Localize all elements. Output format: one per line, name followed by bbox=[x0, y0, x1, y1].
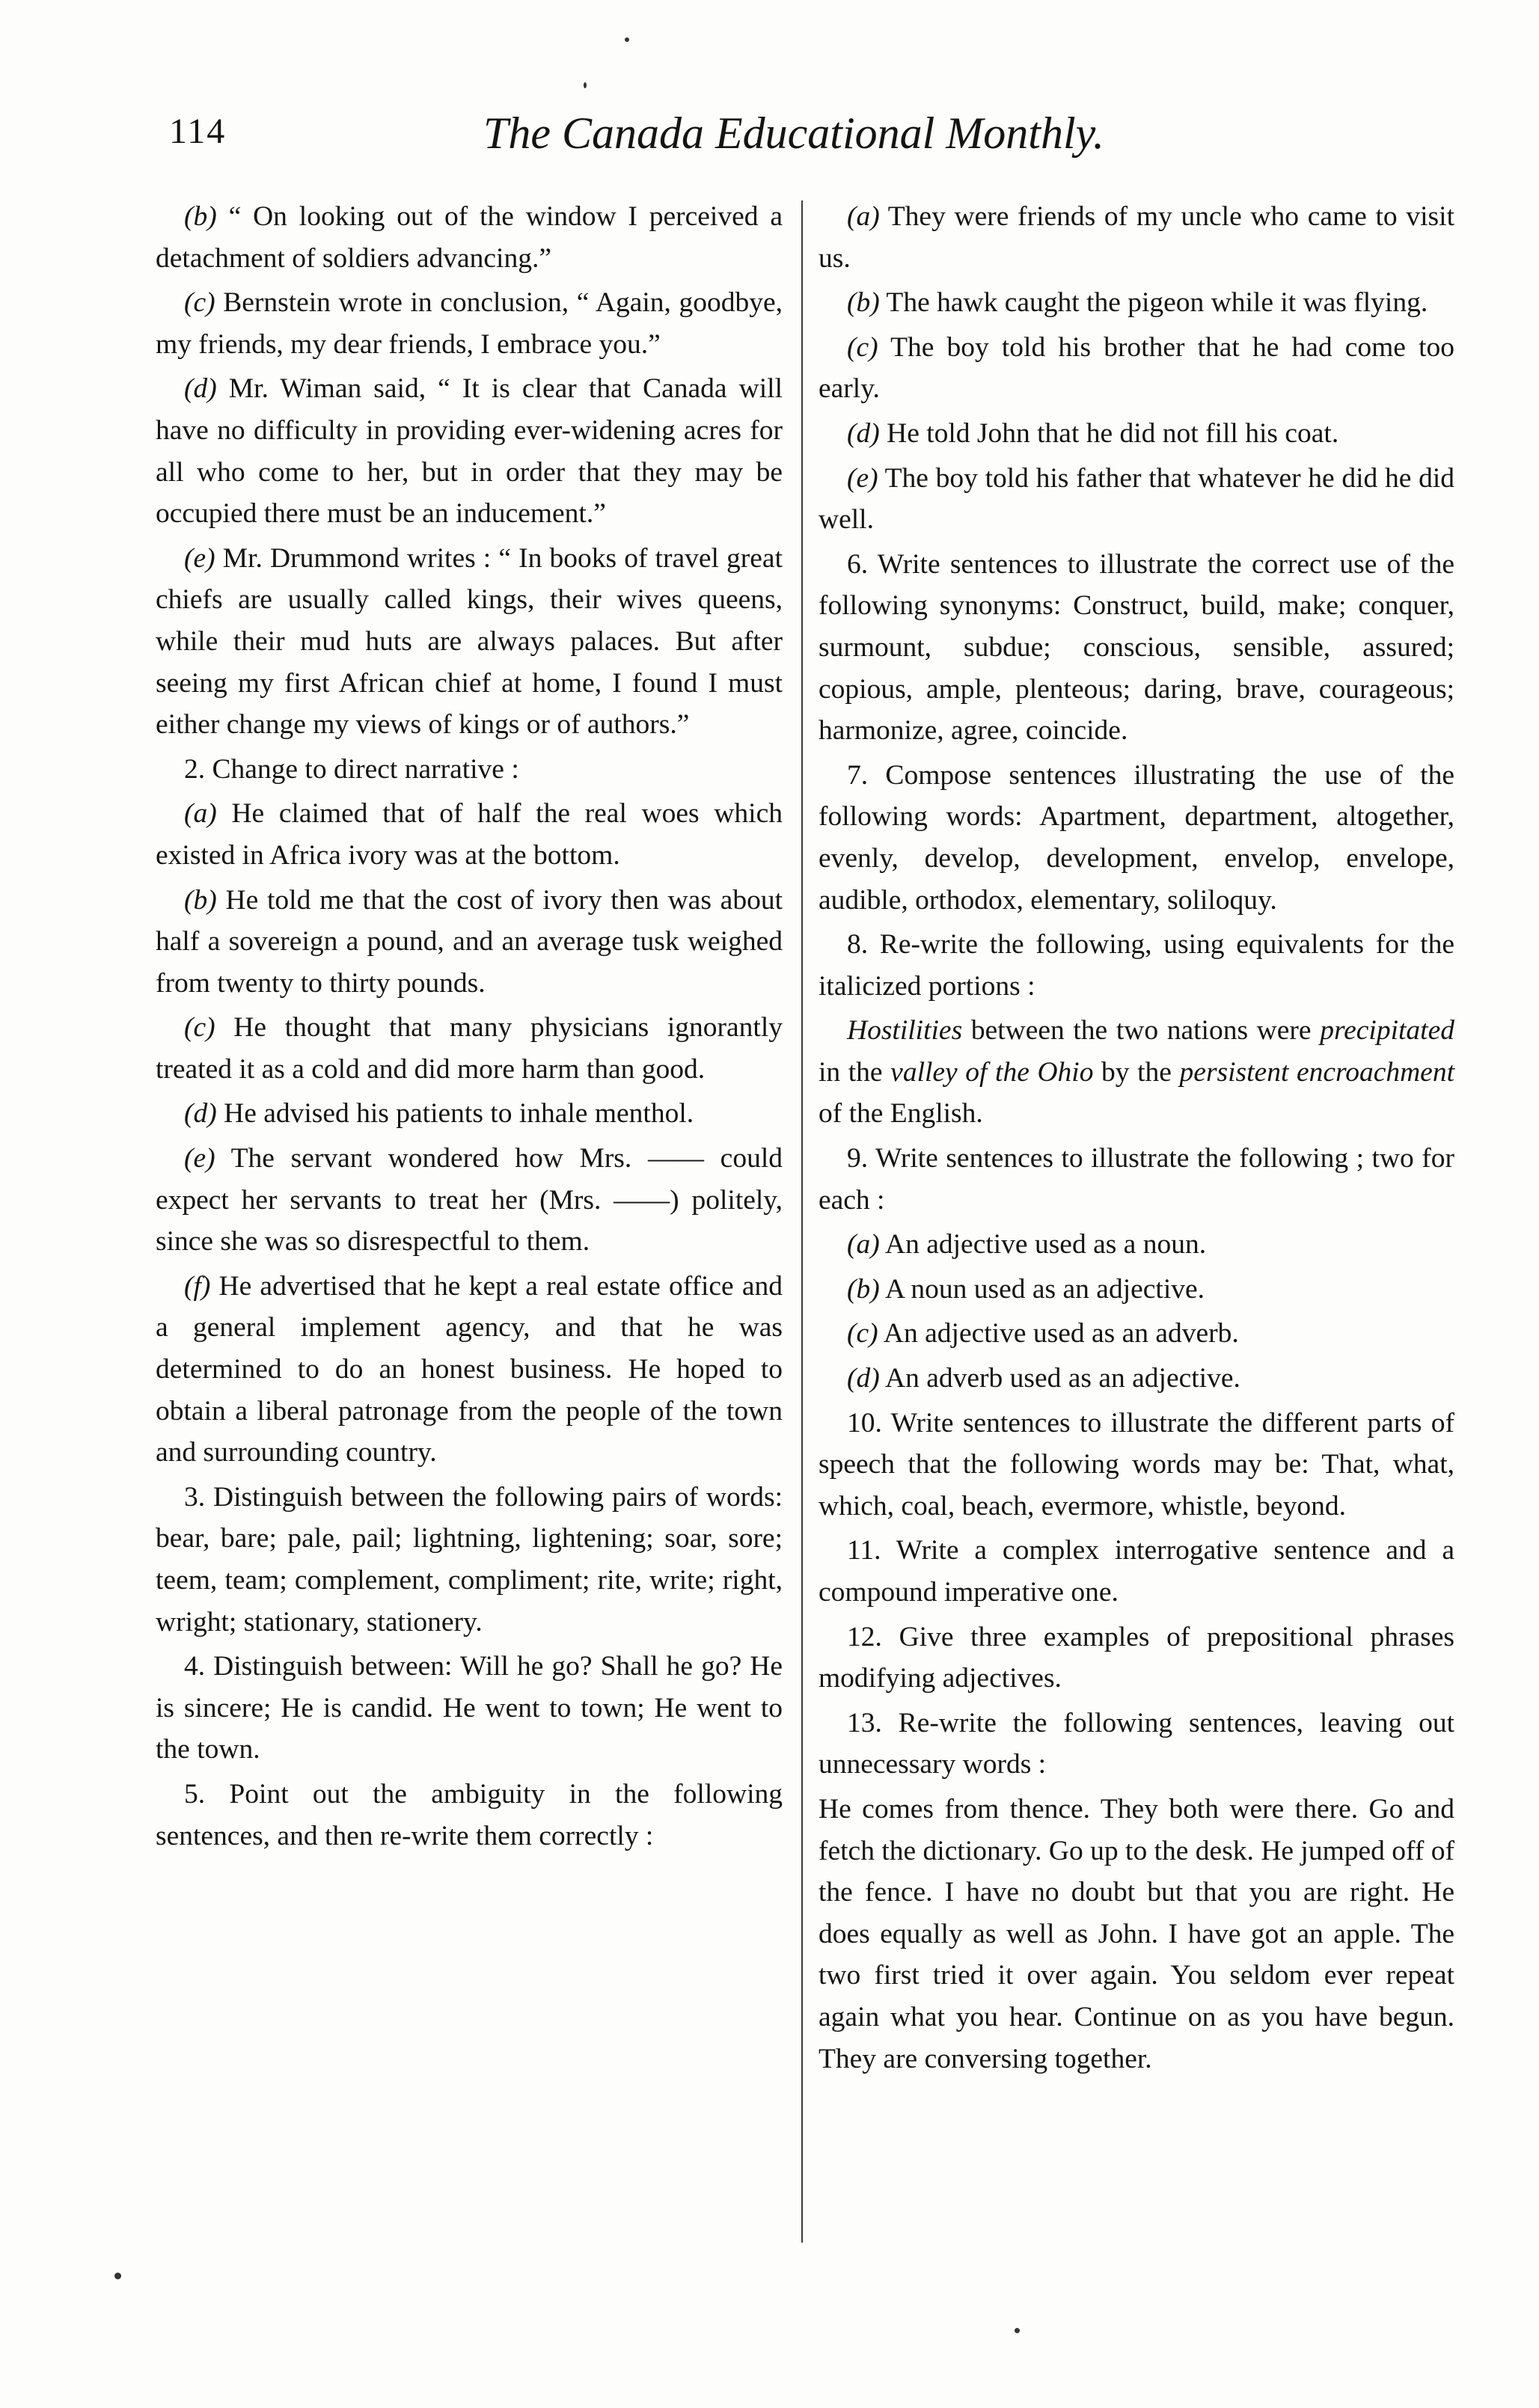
item-text: The boy told his brother that he had come too early. bbox=[819, 331, 1454, 405]
paragraph bbox=[819, 1269, 1454, 1311]
item-text: “ On looking out of the window I perceived a detachment of soldiers advancing.” bbox=[156, 201, 783, 274]
paragraph bbox=[819, 1403, 1454, 1528]
paragraph bbox=[819, 924, 1454, 1007]
paragraph bbox=[819, 755, 1454, 921]
paragraph bbox=[819, 1224, 1454, 1266]
item-text: He told me that the cost of ivory then was about half a sovereign a pound, and an average tusk weighed from twenty to thirty pounds. bbox=[156, 884, 783, 999]
item-label: (d) bbox=[847, 1363, 880, 1394]
paragraph bbox=[819, 1313, 1454, 1355]
paragraph bbox=[156, 1093, 783, 1135]
item-label: (e) bbox=[184, 542, 215, 574]
item-label: (a) bbox=[184, 798, 217, 830]
item-label: (b) bbox=[847, 287, 880, 319]
item-text: 8. Re-write the following, using equivalents for the italicized portions : bbox=[819, 929, 1454, 1002]
print-speck bbox=[1015, 2328, 1020, 2333]
paragraph bbox=[156, 749, 783, 791]
item-label: (c) bbox=[184, 1012, 215, 1044]
right-column bbox=[819, 196, 1454, 2083]
running-title: The Canada Educational Monthly. bbox=[483, 108, 1104, 158]
page-header bbox=[169, 108, 1441, 171]
paragraph bbox=[156, 1138, 783, 1263]
item-label: (d) bbox=[184, 1098, 217, 1130]
item-text: 13. Re-write the following sentences, leaving out unnecessary words : bbox=[819, 1707, 1454, 1780]
example-sentences: He comes from thence. They both were there. Go and fetch the dictionary. Go up to the desk. He jumped off of the fence. I have no doubt but that you are right. He does equally as well as John. I have got an apple. The two first tried it over again. You seldom ever repeat again what you hear. Continue on as you have begun. They are conversing together. bbox=[819, 1793, 1454, 2074]
paragraph bbox=[156, 1266, 783, 1474]
item-text: Mr. Drummond writes : “ In books of travel great chiefs are usually called kings, their wives queens, while their mud huts are always palaces. But after seeing my first African chief at home, I found I must either change my views of kings or of authors.” bbox=[156, 542, 783, 741]
item-text: An adverb used as an adjective. bbox=[879, 1363, 1240, 1394]
column-divider bbox=[801, 200, 803, 2243]
item-text: An adjective used as an adverb. bbox=[878, 1318, 1239, 1349]
item-text: The hawk caught the pigeon while it was flying. bbox=[879, 287, 1428, 319]
item-text: 4. Distinguish between: Will he go? Shall he go? He is sincere; He is candid. He went to town; He went to the town. bbox=[156, 1651, 783, 1765]
item-label: (e) bbox=[184, 1143, 215, 1174]
italic-phrase: persistent encroachment bbox=[1179, 1056, 1454, 1088]
paragraph bbox=[156, 880, 783, 1005]
paragraph bbox=[819, 1617, 1454, 1700]
item-text: He told John that he did not fill his coat. bbox=[879, 417, 1339, 449]
italic-phrase: precipitated bbox=[1320, 1015, 1454, 1047]
item-text: 9. Write sentences to illustrate the following ; two for each : bbox=[819, 1143, 1454, 1216]
item-text: 6. Write sentences to illustrate the correct use of the following synonyms: Construct, build, make; conquer, surmount, subdue; conscious, sensible, assured; copious, ample, plenteous; daring, brave, courageous; harmonize, agree, coincide. bbox=[819, 548, 1454, 747]
italicized-sentence bbox=[819, 1010, 1454, 1135]
item-label: (c) bbox=[847, 1318, 878, 1349]
item-label: (e) bbox=[847, 462, 878, 494]
paragraph bbox=[156, 1646, 783, 1771]
paragraph bbox=[156, 538, 783, 746]
item-text: He advertised that he kept a real estate office and a general implement agency, and that he was determined to do an honest business. He hoped to obtain a liberal patronage from the people of the town and surrounding country. bbox=[156, 1270, 783, 1468]
item-text: 5. Point out the ambiguity in the following sentences, and then re-write them correctly : bbox=[156, 1778, 783, 1851]
item-label: (d) bbox=[847, 417, 880, 449]
paragraph bbox=[156, 1007, 783, 1090]
plain-text: by the bbox=[1093, 1056, 1180, 1088]
item-text: A noun used as an adjective. bbox=[879, 1273, 1205, 1305]
paragraph bbox=[156, 793, 783, 876]
item-text: 2. Change to direct narrative : bbox=[184, 753, 519, 785]
item-text: They were friends of my uncle who came to visit us. bbox=[819, 201, 1454, 274]
paragraph bbox=[156, 1774, 783, 1857]
item-text: 3. Distinguish between the following pairs of words: bear, bare; pale, pail; lightning, lightening; soar, sore; teem, team; complement, compliment; rite, write; right, wright; stationary, stationery. bbox=[156, 1481, 783, 1637]
item-text: 7. Compose sentences illustrating the use of the following words: Apartment, department, altogether, evenly, develop, development, envelop, envelope, audible, orthodox, elementary, soliloquy. bbox=[819, 759, 1454, 916]
paragraph bbox=[819, 282, 1454, 324]
item-label: (c) bbox=[184, 287, 215, 319]
item-label: (d) bbox=[184, 373, 217, 405]
print-speck bbox=[584, 82, 587, 88]
paragraph bbox=[819, 413, 1454, 455]
item-label: (b) bbox=[184, 201, 217, 232]
italic-phrase: valley of the Ohio bbox=[890, 1056, 1094, 1088]
left-column bbox=[156, 196, 783, 1860]
item-text: 11. Write a complex interrogative sentence and a compound imperative one. bbox=[819, 1535, 1454, 1608]
item-text: He claimed that of half the real woes which existed in Africa ivory was at the bottom. bbox=[156, 798, 783, 871]
paragraph bbox=[156, 1477, 783, 1643]
item-text: The boy told his father that whatever he did he did well. bbox=[819, 462, 1454, 536]
item-label: (b) bbox=[847, 1273, 880, 1305]
paragraph bbox=[819, 1358, 1454, 1400]
item-label: (a) bbox=[847, 201, 880, 232]
item-label: (c) bbox=[847, 331, 878, 363]
paragraph bbox=[819, 327, 1454, 410]
item-text: He thought that many physicians ignorantly treated it as a cold and did more harm than good. bbox=[156, 1012, 783, 1085]
paragraph bbox=[819, 544, 1454, 752]
item-label: (b) bbox=[184, 884, 217, 916]
item-text: 12. Give three examples of prepositional phrases modifying adjectives. bbox=[819, 1621, 1454, 1694]
print-speck bbox=[625, 37, 629, 42]
item-text: Mr. Wiman said, “ It is clear that Canada will have no difficulty in providing ever-widening acres for all who come to her, but in order that they may be occupied there must be an inducement.” bbox=[156, 373, 783, 530]
item-text: Bernstein wrote in conclusion, “ Again, goodbye, my friends, my dear friends, I embrace you.” bbox=[156, 287, 783, 360]
item-text: The servant wondered how Mrs. —— could expect her servants to treat her (Mrs. ——) politely, since she was so disrespectful to them. bbox=[156, 1143, 783, 1257]
item-text: An adjective used as a noun. bbox=[879, 1229, 1207, 1260]
plain-text: of the English. bbox=[819, 1098, 983, 1130]
paragraph bbox=[819, 458, 1454, 541]
item-label: (a) bbox=[847, 1229, 880, 1260]
paragraph bbox=[156, 282, 783, 365]
paragraph bbox=[819, 1138, 1454, 1221]
item-text: 10. Write sentences to illustrate the different parts of speech that the following words may be: That, what, which, coal, beach, evermore, whistle, beyond. bbox=[819, 1407, 1454, 1522]
paragraph bbox=[819, 1530, 1454, 1613]
page-number: 114 bbox=[169, 111, 227, 151]
italic-phrase: Hostilities bbox=[847, 1015, 963, 1047]
item-label: (f) bbox=[184, 1270, 211, 1302]
paragraph bbox=[819, 1703, 1454, 1786]
paragraph bbox=[156, 368, 783, 534]
plain-text: in the bbox=[819, 1056, 891, 1088]
paragraph bbox=[156, 196, 783, 279]
paragraph bbox=[819, 196, 1454, 279]
item-text: He advised his patients to inhale menthol. bbox=[216, 1098, 694, 1130]
plain-text: between the two nations were bbox=[962, 1015, 1321, 1047]
print-speck bbox=[114, 2273, 121, 2279]
